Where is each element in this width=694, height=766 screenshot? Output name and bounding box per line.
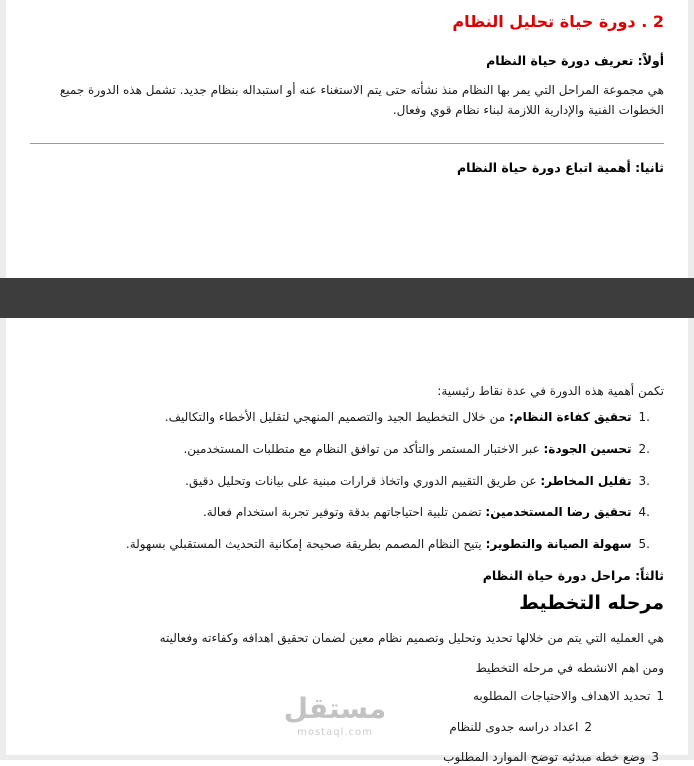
- section3-heading: ثالثاً: مراحل دورة حياة النظام: [482, 567, 664, 583]
- section2-intro: تكمن أهمية هذه الدورة في عدة نقاط رئيسية:: [437, 384, 664, 398]
- page-break-band: [0, 278, 694, 318]
- item-text: وضع خطه مبدئيه توضح الموارد المطلوب: [443, 750, 646, 765]
- item-lead: سهولة الصيانة والتطوير:: [485, 537, 632, 552]
- item-text: يتيح النظام المصمم بطريقة صحيحة إمكانية التحديث المستقبلي بسهولة.: [125, 537, 482, 552]
- watermark-domain: mostaql.com: [297, 726, 373, 738]
- item-text: اعداد دراسه جدوى للنظام: [449, 719, 579, 734]
- item-text: تحديد الاهداف والاحتياجات المطلوبه: [472, 688, 651, 703]
- item-lead: تحقيق كفاءة النظام:: [509, 410, 632, 424]
- section1-heading: أولاً: تعريف دورة حياة النظام: [486, 52, 664, 68]
- item-number: 3.: [638, 473, 650, 488]
- item-lead: تقليل المخاطر:: [540, 473, 632, 488]
- page-1: [0, 0, 694, 278]
- item-number: 1: [656, 688, 664, 703]
- list-item: [30, 504, 650, 521]
- importance-points-list: [30, 409, 664, 553]
- activities-list: [30, 688, 664, 766]
- item-lead: تحقيق رضا المستخدمين:: [485, 505, 632, 520]
- list-item: [30, 688, 664, 705]
- doc-title: 2 . دورة حياة تحليل النظام: [452, 12, 664, 31]
- list-item: [30, 719, 664, 736]
- item-number: 2.: [638, 441, 650, 456]
- section2-heading: ثانيا: أهمية اتباع دورة حياة النظام: [456, 159, 664, 175]
- item-text: من خلال التخطيط الجيد والتصميم المنهجي لتقليل الأخطاء والتكاليف.: [164, 410, 506, 424]
- item-lead: تحسين الجودة:: [543, 441, 632, 456]
- item-text: تضمن تلبية احتياجاتهم بدقة وتوفير تجربة استخدام فعالة.: [202, 505, 482, 520]
- section1-body: هي مجموعة المراحل التي يمر بها النظام منذ نشأته حتى يتم الاستغناء عنه أو استبداله بنظام جديد. تشمل هذه الدورة جميع الخطوات الفنية والإدارية اللازمة لبناء نظام قوي وفعال.: [59, 82, 664, 118]
- item-number: 3: [651, 750, 659, 765]
- item-text: عن طريق التقييم الدوري واتخاذ قرارات مبنية على بيانات وتحليل دقيق.: [185, 473, 537, 488]
- list-item: [30, 749, 664, 766]
- item-number: 4.: [638, 505, 650, 520]
- activities-intro: ومن اهم الانشطه في مرحله التخطيط: [475, 660, 664, 675]
- item-number: 1.: [638, 410, 650, 424]
- item-number: 2: [584, 719, 592, 734]
- planning-stage-title: مرحله التخطيط: [519, 591, 664, 614]
- watermark-brand: مستقل: [283, 692, 387, 725]
- item-text: عبر الاختبار المستمر والتأكد من توافق النظام مع متطلبات المستخدمين.: [183, 441, 540, 456]
- list-item: [30, 473, 650, 490]
- list-item: [30, 441, 650, 458]
- planning-stage-body: هي العمليه التي يتم من خلالها تحديد وتحليل وتصميم نظام معين لضمان تحقيق اهدافه وكفاءته وفعاليته: [159, 630, 664, 645]
- item-number: 5.: [638, 537, 650, 552]
- horizontal-divider: [30, 143, 664, 144]
- list-item: [30, 536, 650, 553]
- list-item: [30, 409, 650, 426]
- page-2: [0, 318, 694, 766]
